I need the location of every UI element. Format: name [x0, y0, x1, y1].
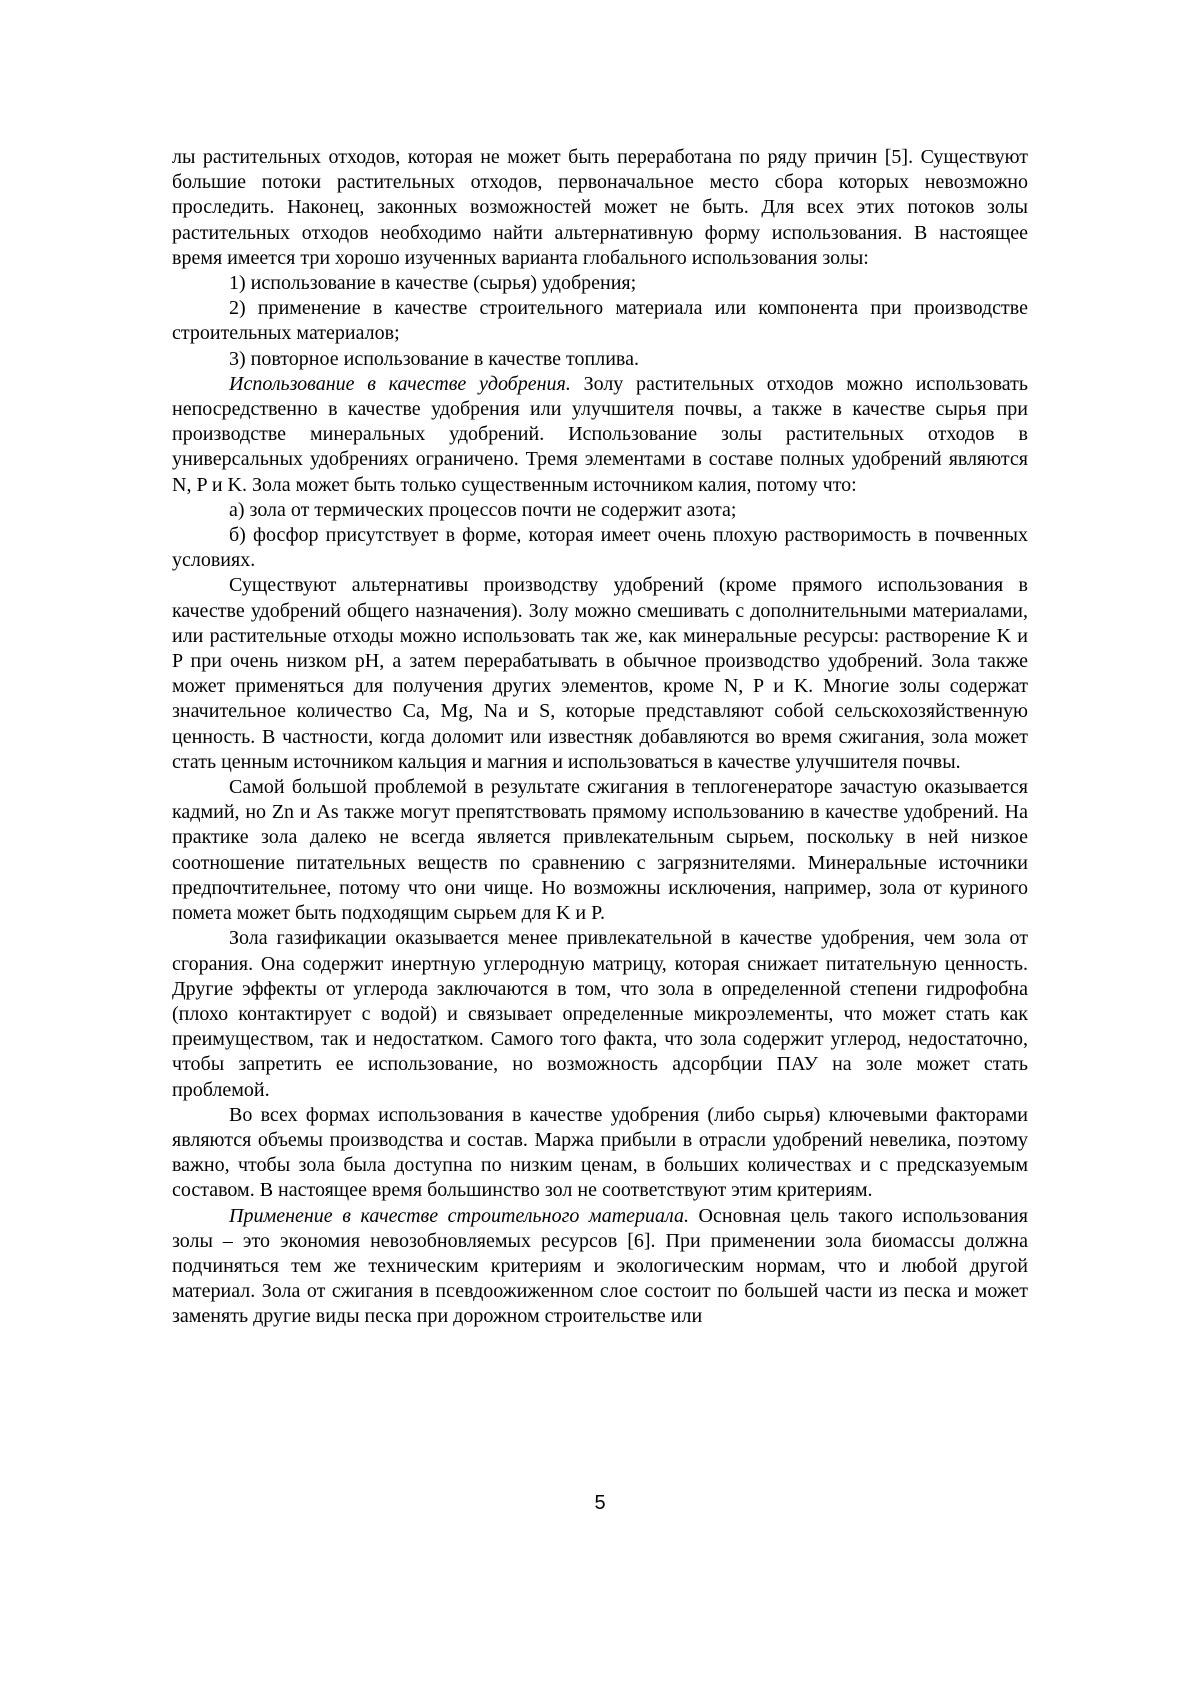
paragraph [172, 1204, 1028, 1330]
page-number: 5 [594, 1492, 606, 1514]
paragraph: Существуют альтернативы производству удобрений (кроме прямого использования в качестве удобрений общего назначения). Золу можно смешивать с дополнительными материалами, или растительные отходы можно использовать так же, как минеральные ресурсы: растворение K и P при очень низком pH, а затем перерабатывать в обычное производство удобрений. Зола также может применяться для получения других элементов, кроме N, P и K. Многие золы содержат значительное количество Ca, Mg, Na и S, которые представляют собой сельскохозяйственную ценность. В частности, когда доломит или известняк добавляются во время сжигания, зола может стать ценным источником кальция и магния и использоваться в качестве улучшителя почвы. [172, 574, 1028, 773]
list-item: 3) повторное использование в качестве топлива. [229, 347, 639, 370]
section-heading: Использование в качестве удобрения. [229, 372, 571, 395]
paragraph: Самой большой проблемой в результате сжигания в теплогенераторе зачастую оказывается кадмий, но Zn и As также могут препятствовать прямому использованию в качестве удобрений. На практике зола далеко не всегда является привлекательным сырьем, поскольку в ней низкое соотношение питательных веществ по сравнению с загрязнителями. Минеральные источники предпочтительнее, потому что они чище. Но возможны исключения, например, зола от куриного помета может быть подходящим сырьем для K и P. [172, 776, 1028, 925]
paragraph-text: Основная цель такого использования золы – это экономия невозобновляемых ресурсов [6]. При применении зола биомассы должна подчиняться тем же техническим критериям и экологическим нормам, что и любой другой материал. Зола от сжигания в псевдоожиженном слое состоит по большей части из песка и может заменять другие виды песка при дорожном строительстве или [172, 1204, 1028, 1328]
paragraph: Зола газификации оказывается менее привлекательной в качестве удобрения, чем зола от сгорания. Она содержит инертную углеродную матрицу, которая снижает питательную ценность. Другие эффекты от углерода заключаются в том, что зола в определенной степени гидрофобна (плохо контактирует с водой) и связывает определенные микроэлементы, что может стать как преимуществом, так и недостатком. Самого того факта, что зола содержит углерод, недостаточно, чтобы запретить ее использование, но возможность адсорбции ПАУ на золе может стать проблемой. [172, 927, 1028, 1101]
list-item: 2) применение в качестве строительного материала или компонента при производстве строительных материалов; [172, 297, 1028, 345]
list-item: а) зола от термических процессов почти не содержит азота; [229, 498, 737, 521]
list-item: 1) использование в качестве (сырья) удобрения; [229, 272, 637, 295]
document-body [172, 145, 1028, 1330]
paragraph [172, 372, 1028, 498]
paragraph: лы растительных отходов, которая не может быть переработана по ряду причин [5]. Существуют большие потоки растительных отходов, первоначальное место сбора которых невозможно проследить. Наконец, законных возможностей может не быть. Для всех этих потоков золы растительных отходов необходимо найти альтернативную форму использования. В настоящее время имеется три хорошо изученных варианта глобального использования золы: [172, 146, 1028, 269]
list-item: б) фосфор присутствует в форме, которая имеет очень плохую растворимость в почвенных условиях. [172, 524, 1028, 572]
section-heading: Применение в качестве строительного материала. [229, 1204, 689, 1227]
paragraph-text: Золу растительных отходов можно использовать непосредственно в качестве удобрения или улучшителя почвы, а также в качестве сырья при производстве минеральных удобрений. Использование золы растительных отходов в универсальных удобрениях ограничено. Тремя элементами в составе полных удобрений являются N, P и K. Зола может быть только существенным источником калия, потому что: [172, 372, 1028, 496]
paragraph: Во всех формах использования в качестве удобрения (либо сырья) ключевыми факторами являются объемы производства и состав. Маржа прибыли в отрасли удобрений невелика, поэтому важно, чтобы зола была доступна по низким ценам, в больших количествах и с предсказуемым составом. В настоящее время большинство зол не соответствуют этим критериям. [172, 1103, 1028, 1202]
